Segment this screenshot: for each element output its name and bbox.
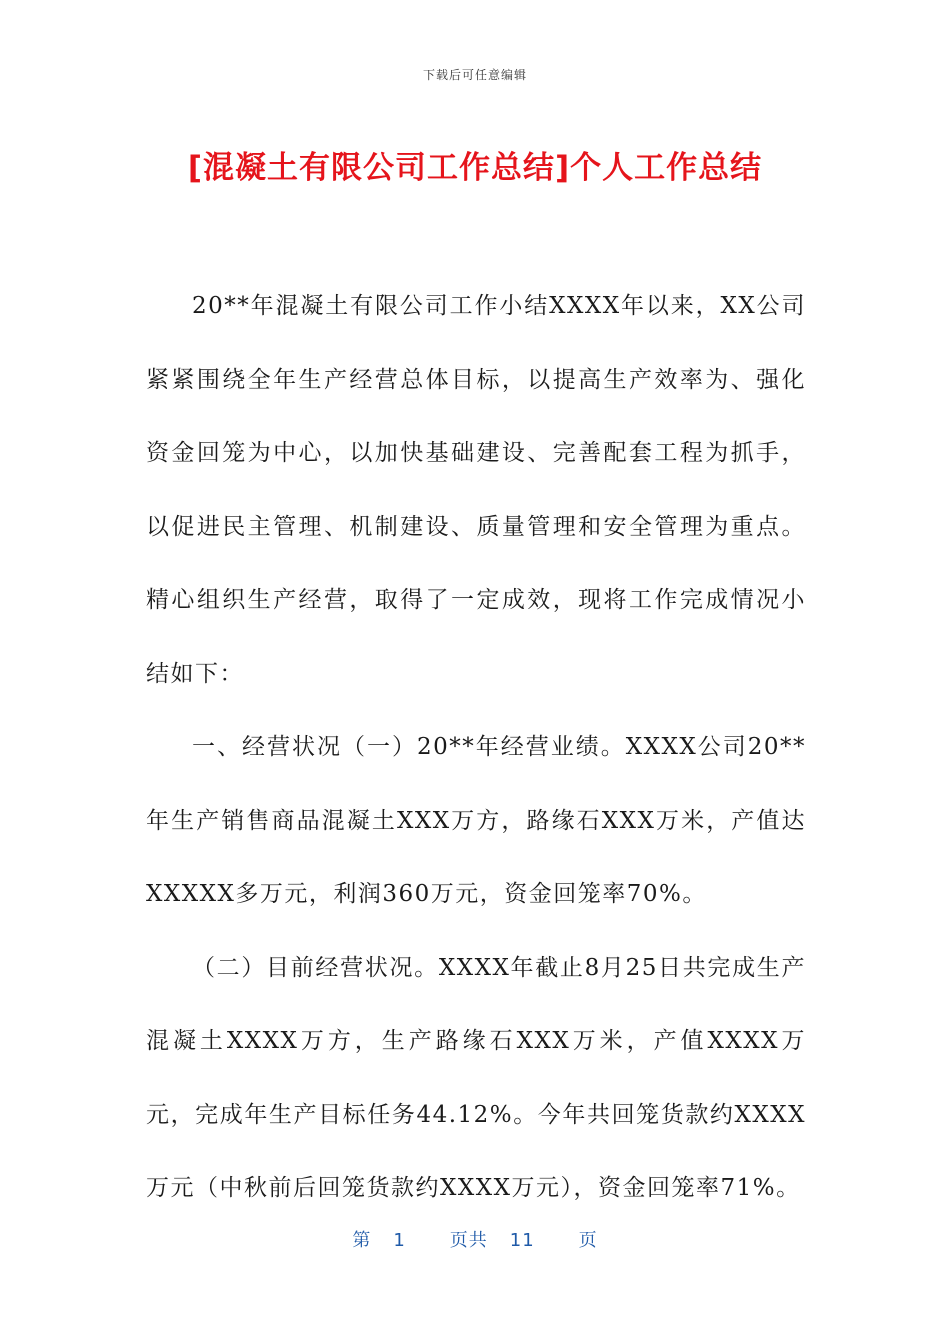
header-note: 下载后可任意编辑 xyxy=(422,68,527,82)
footer-total-pages: 11 xyxy=(509,1230,535,1251)
document-title: [混凝土有限公司工作总结]个人工作总结 xyxy=(187,150,763,186)
page-footer xyxy=(0,1226,950,1252)
paragraph-current-status: （二）目前经营状况。XXXX年截止8月25日共完成生产混凝土XXXX万方，生产路缘石XXX万米，产值XXXX万元，完成年生产目标任务44.12%。今年共回笼货款约XXXX万元（中秋前后回笼货款约XXXX万元），资金回笼率71%。 xyxy=(146,954,806,1201)
footer-suffix: 页 xyxy=(578,1230,598,1251)
paragraph-business-status: 一、经营状况（一）20**年经营业绩。XXXX公司20**年生产销售商品混凝土XXX万方，路缘石XXX万米，产值达XXXXX多万元，利润360万元，资金回笼率70%。 xyxy=(146,734,806,907)
document-body xyxy=(146,270,806,1226)
paragraph-intro: 20**年混凝土有限公司工作小结XXXX年以来，XX公司紧紧围绕全年生产经营总体目标，以提高生产效率为、强化资金回笼为中心，以加快基础建设、完善配套工程为抓手，以促进民主管理、机制建设、质量管理和安全管理为重点。精心组织生产经营，取得了一定成效，现将工作完成情况小结如下： xyxy=(146,293,806,687)
footer-current-page: 1 xyxy=(393,1230,406,1251)
footer-middle: 页共 xyxy=(449,1230,488,1251)
footer-prefix: 第 xyxy=(352,1230,372,1251)
